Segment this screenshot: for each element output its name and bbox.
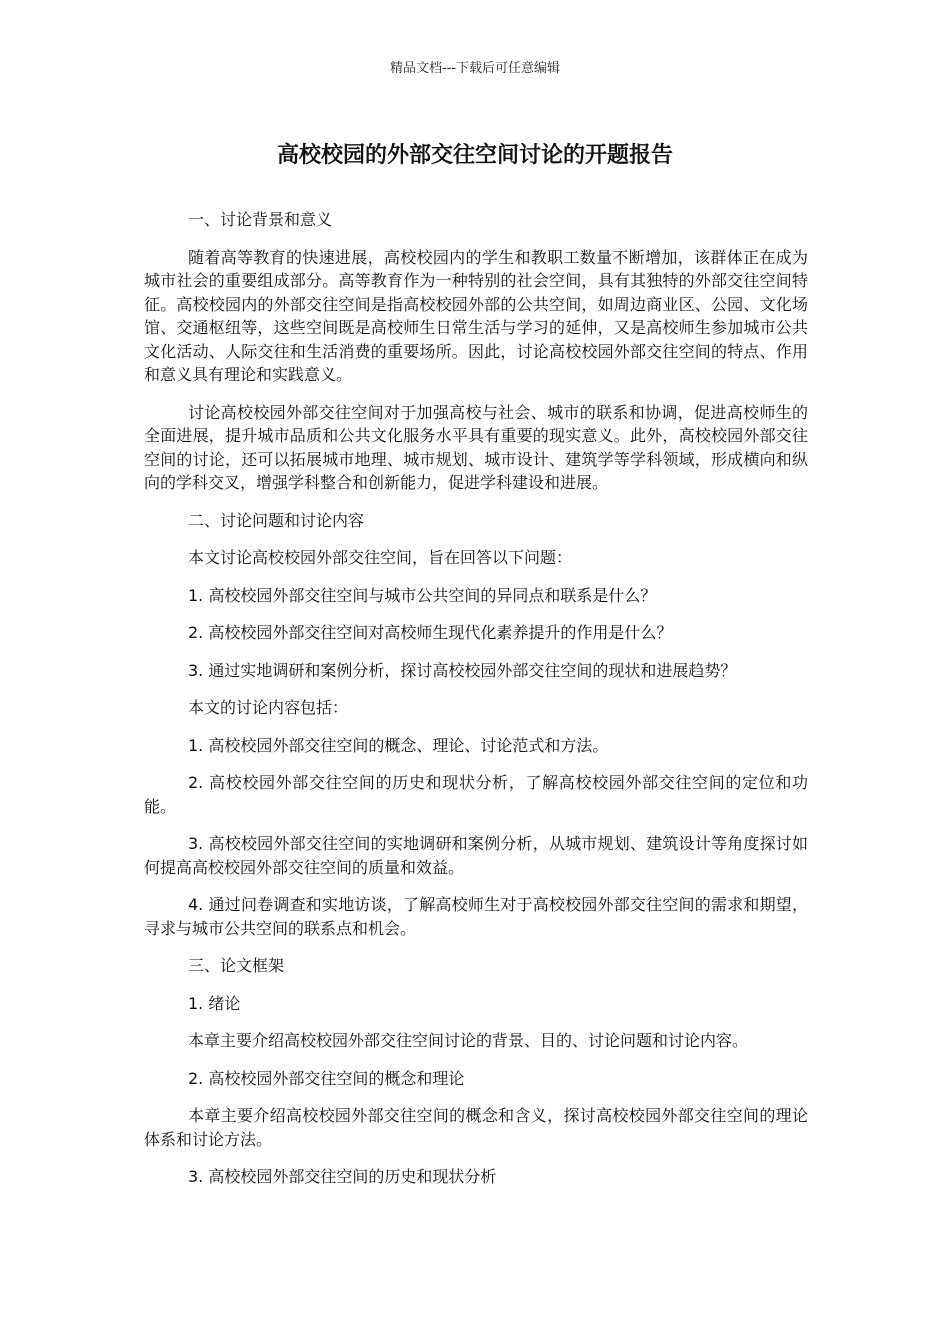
list-item: 1. 高校校园外部交往空间的概念、理论、讨论范式和方法。 bbox=[188, 735, 609, 755]
section-heading: 三、论文框架 bbox=[188, 956, 285, 975]
chapter-heading: 3. 高校校园外部交往空间的历史和现状分析 bbox=[188, 1167, 497, 1186]
header-note: 精品文档---下载后可任意编辑 bbox=[389, 61, 561, 76]
paragraph: 随着高等教育的快速进展，高校校园内的学生和教职工数量不断增加，该群体正在成为城市社会的重要组成部分。高等教育作为一种特别的社会空间，具有其独特的外部交往空间特征。高校校园内的外部交往空间是指高校校园外部的公共空间，如周边商业区、公园、文化场馆、交通枢纽等，这些空间既是高校师生日常生活与学习的延伸，又是高校师生参加城市公共文化活动、人际交往和生活消费的重要场所。因此，讨论高校校园外部交往空间的特点、作用和意义具有理论和实践意义。 bbox=[144, 247, 808, 384]
list-item: 2. 高校校园外部交往空间对高校师生现代化素养提升的作用是什么？ bbox=[188, 623, 673, 642]
list-item: 1. 高校校园外部交往空间与城市公共空间的异同点和联系是什么？ bbox=[188, 585, 657, 605]
paragraph: 讨论高校校园外部交往空间对于加强高校与社会、城市的联系和协调，促进高校师生的全面进展，提升城市品质和公共文化服务水平具有重要的现实意义。此外，高校校园外部交往空间的讨论，还可以拓展城市地理、城市规划、城市设计、建筑学等学科领域，形成横向和纵向的学科交叉，增强学科整合和创新能力，促进学科建设和进展。 bbox=[144, 402, 808, 492]
list-item: 3. 高校校园外部交往空间的实地调研和案例分析，从城市规划、建筑设计等角度探讨如何提高高校校园外部交往空间的质量和效益。 bbox=[144, 834, 808, 877]
document-body bbox=[144, 208, 808, 1203]
chapter-heading: 1. 绪论 bbox=[188, 993, 241, 1013]
list-item: 3. 通过实地调研和案例分析，探讨高校校园外部交往空间的现状和进展趋势？ bbox=[188, 660, 737, 680]
section-heading: 一、讨论背景和意义 bbox=[188, 210, 333, 229]
paragraph: 本文的讨论内容包括： bbox=[188, 698, 349, 717]
paragraph: 本文讨论高校校园外部交往空间，旨在回答以下问题： bbox=[188, 548, 573, 567]
document-title: 高校校园的外部交往空间讨论的开题报告 bbox=[276, 143, 673, 168]
section-heading: 二、讨论问题和讨论内容 bbox=[188, 510, 365, 530]
list-item: 2. 高校校园外部交往空间的历史和现状分析，了解高校校园外部交往空间的定位和功能。 bbox=[144, 773, 808, 816]
paragraph: 本章主要介绍高校校园外部交往空间讨论的背景、目的、讨论问题和讨论内容。 bbox=[188, 1031, 749, 1050]
chapter-heading: 2. 高校校园外部交往空间的概念和理论 bbox=[188, 1068, 465, 1088]
list-item: 4. 通过问卷调查和实地访谈，了解高校师生对于高校校园外部交往空间的需求和期望，寻求与城市公共空间的联系点和机会。 bbox=[144, 895, 808, 938]
paragraph: 本章主要介绍高校校园外部交往空间的概念和含义，探讨高校校园外部交往空间的理论体系和讨论方法。 bbox=[144, 1106, 808, 1149]
